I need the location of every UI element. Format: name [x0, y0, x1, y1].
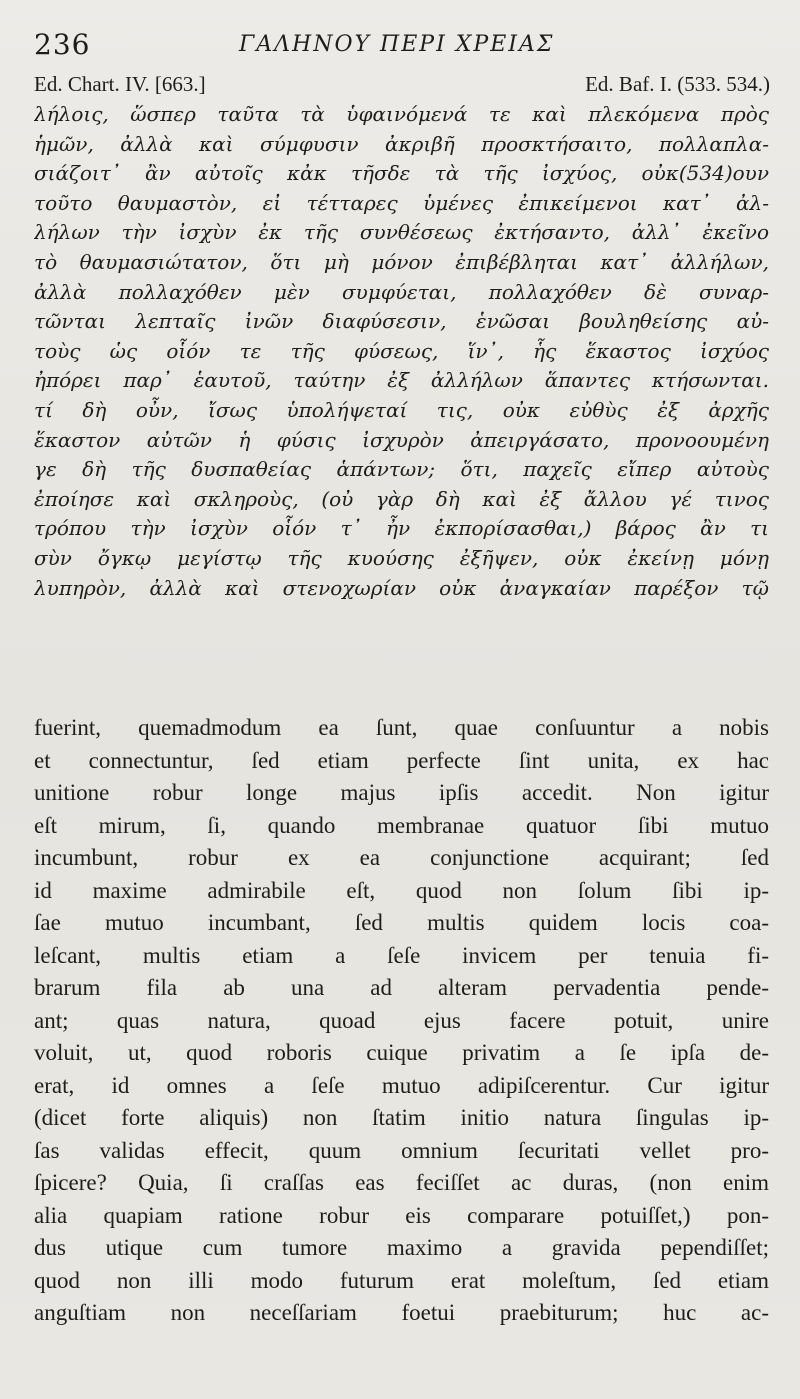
- latin-line: ſpicere? Quia, ſi craſſas eas feciſſet ac duras, (non enim: [34, 1170, 769, 1195]
- greek-line: ἀλλὰ πολλαχόθεν μὲν συμφύεται, πολλαχόθεν δὲ συναρ-: [34, 279, 769, 304]
- latin-line: voluit, ut, quod roboris cuique privatim a ſe ipſa de-: [34, 1040, 769, 1065]
- greek-line: ἐποίησε καὶ σκληροὺς, (οὐ γὰρ δὴ καὶ ἐξ ἄλλου γέ τινος: [34, 486, 769, 511]
- greek-line: τῶνται λεπταῖς ἰνῶν διαφύσεσιν, ἑνῶσαι βουληθείσης αὐ-: [34, 309, 769, 334]
- greek-line: λήλοις, ὥσπερ ταῦτα τὰ ὑφαινόμενά τε καὶ πλεκόμενα πρὸς: [34, 102, 769, 126]
- greek-line: σιάζοιτ᾽ ἂν αὐτοῖς κἀκ τῆσδε τὰ τῆς ἰσχύος, οὐκ(534)ουν: [34, 161, 769, 186]
- latin-line: fuerint, quemadmodum ea ſunt, quae conſuuntur a nobis: [34, 715, 769, 740]
- latin-line: ſas validas effecit, quum omnium ſecuritati vellet pro-: [34, 1137, 769, 1163]
- greek-line: γε δὴ τῆς δυσπαθείας ἁπάντων; ὅτι, παχεῖς εἴπερ αὐτοὺς: [34, 457, 769, 482]
- greek-text-block: [34, 100, 769, 603]
- latin-line: incumbunt, robur ex ea conjunctione acquirant; ſed: [34, 845, 769, 870]
- running-title: ΓΑΛΗΝΟΥ ΠΕΡΙ ΧΡΕΙΑΣ: [239, 32, 555, 57]
- latin-line: et connectuntur, ſed etiam perfecte ſint unita, ex hac: [34, 747, 769, 773]
- latin-line: dus utique cum tumore maximo a gravida pependiſſet;: [34, 1235, 769, 1260]
- greek-line: σὺν ὄγκῳ μεγίστῳ τῆς κυούσης ἐξῆψεν, οὐκ ἐκείνῃ μόνῃ: [34, 545, 769, 570]
- greek-line: τὸ θαυμασιώτατον, ὅτι μὴ μόνον ἐπιβέβληται κατ᾽ ἀλλήλων,: [34, 249, 769, 274]
- greek-line: τοῦτο θαυμαστὸν, εἰ τέτταρες ὑμένες ἐπικείμενοι κατ᾽ ἀλ-: [34, 190, 769, 215]
- greek-line: λήλων τὴν ἰσχὺν ἐκ τῆς συνθέσεως ἐκτήσαντο, ἀλλ᾽ ἐκεῖνο: [34, 220, 769, 245]
- edition-reference-line: [34, 72, 770, 100]
- greek-line: ἕκαστον αὐτῶν ἡ φύσις ἰσχυρὸν ἀπειργάσατο, προνοουμένη: [34, 427, 769, 452]
- latin-line: unitione robur longe majus ipſis accedit. Non igitur: [34, 780, 769, 805]
- greek-line: λυπηρὸν, ἀλλὰ καὶ στενοχωρίαν οὐκ ἀναγκαίαν παρέξον τῷ: [34, 575, 769, 600]
- greek-line: τρόπου τὴν ἰσχὺν οἷόν τ᾽ ἦν ἐκπορίσασθαι,) βάρος ἂν τι: [34, 516, 769, 541]
- latin-line: leſcant, multis etiam a ſeſe invicem per tenuia fi-: [34, 942, 769, 968]
- latin-line: (dicet forte aliquis) non ſtatim initio natura ſingulas ip-: [34, 1105, 769, 1130]
- latin-text-block: [34, 712, 769, 1330]
- edition-reference-chartier: Ed. Chart. IV. [663.]: [34, 72, 206, 96]
- greek-line: ἠπόρει παρ᾽ ἑαυτοῦ, ταύτην ἐξ ἀλλήλων ἅπαντες κτήσωνται.: [34, 368, 769, 393]
- latin-line: eſt mirum, ſi, quando membranae quatuor ſibi mutuo: [34, 812, 769, 838]
- page-header: [34, 28, 774, 62]
- latin-line: quod non illi modo futurum erat moleſtum, ſed etiam: [34, 1267, 769, 1293]
- greek-line: τοὺς ὡς οἷόν τε τῆς φύσεως, ἵν᾽, ἧς ἕκαστος ἰσχύος: [34, 338, 769, 363]
- latin-line: alia quapiam ratione robur eis comparare potuiſſet,) pon-: [34, 1202, 769, 1228]
- edition-reference-basel: Ed. Baf. I. (533. 534.): [585, 72, 770, 96]
- latin-line: ſae mutuo incumbant, ſed multis quidem locis coa-: [34, 910, 769, 935]
- page-number: 236: [34, 28, 91, 61]
- latin-line: id maxime admirabile eſt, quod non ſolum ſibi ip-: [34, 877, 769, 903]
- latin-line: erat, id omnes a ſeſe mutuo adipiſcerentur. Cur igitur: [34, 1072, 769, 1098]
- greek-line: τί δὴ οὖν, ἴσως ὑπολήψεταί τις, οὐκ εὐθὺς ἐξ ἀρχῆς: [34, 397, 769, 422]
- latin-line: anguſtiam non neceſſariam foetui praebiturum; huc ac-: [34, 1300, 769, 1325]
- greek-line: ἡμῶν, ἀλλὰ καὶ σύμφυσιν ἀκριβῆ προσκτήσαιτο, πολλαπλα-: [34, 131, 769, 156]
- latin-line: brarum fila ab una ad alteram pervadentia pende-: [34, 975, 769, 1000]
- latin-line: ant; quas natura, quoad ejus facere potuit, unire: [34, 1007, 769, 1033]
